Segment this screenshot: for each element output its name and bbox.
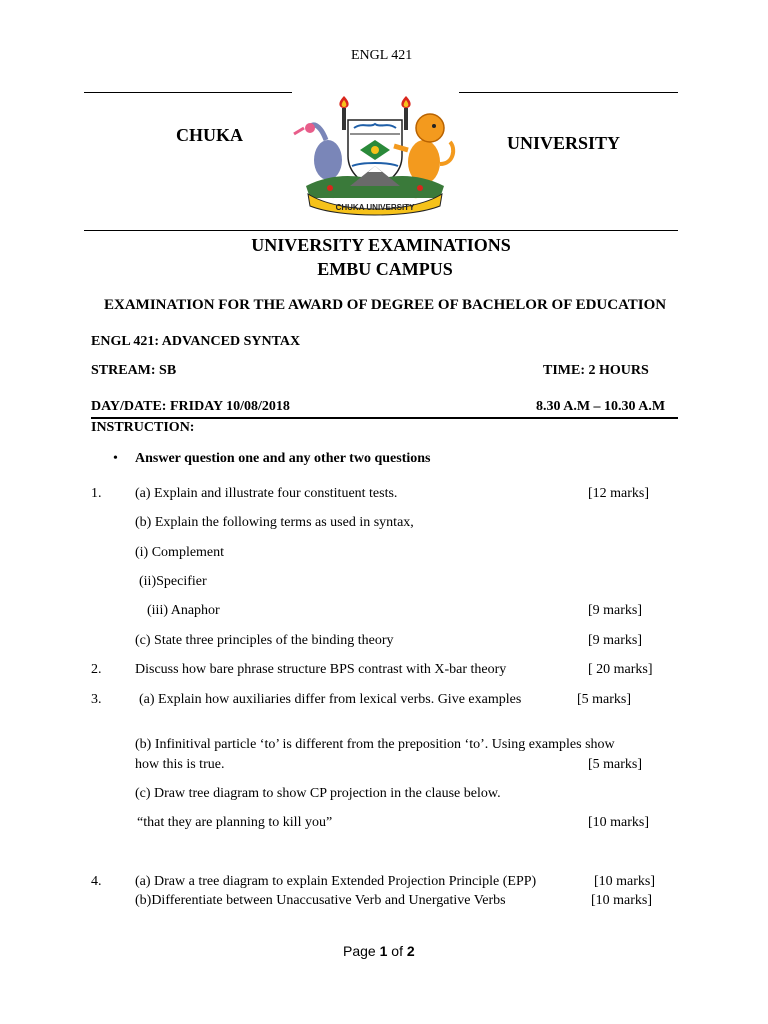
question-1c: (c) State three principles of the binding theory <box>135 633 394 648</box>
crest-banner-text: CHUKA UNIVERSITY <box>335 203 415 212</box>
question-1b-marks: [9 marks] <box>588 603 643 618</box>
question-4b: (b)Differentiate between Unaccusative Verb and Unergative Verbs <box>135 893 506 908</box>
title-line-2: EMBU CAMPUS <box>317 259 453 279</box>
question-1c-marks: [9 marks] <box>588 633 643 648</box>
instruction-heading: INSTRUCTION: <box>91 420 195 435</box>
question-4-number: 4. <box>91 874 102 889</box>
date-label: DAY/DATE: FRIDAY 10/08/2018 <box>91 399 290 414</box>
header-rule-left <box>84 92 292 93</box>
header-rule-right <box>459 92 678 93</box>
page-word: Page <box>343 943 376 959</box>
header-left-word: CHUKA <box>176 125 243 145</box>
course-code-header: ENGL 421 <box>351 48 413 63</box>
question-3b-marks: [5 marks] <box>588 757 643 772</box>
of-word: of <box>391 943 403 959</box>
question-3c-quote: “that they are planning to kill you” <box>137 815 333 830</box>
header-rule-bottom <box>84 230 678 231</box>
question-2-marks: [ 20 marks] <box>588 662 653 677</box>
question-2-number: 2. <box>91 662 102 677</box>
hours-label: 8.30 A.M – 10.30 A.M <box>536 399 666 414</box>
question-2: Discuss how bare phrase structure BPS contrast with X-bar theory <box>135 662 507 677</box>
question-1b-i: (i) Complement <box>135 545 225 560</box>
award-title: EXAMINATION FOR THE AWARD OF DEGREE OF BACHELOR OF EDUCATION <box>104 297 667 313</box>
time-label: TIME: 2 HOURS <box>543 363 649 378</box>
header-right-word: UNIVERSITY <box>507 133 621 153</box>
university-crest-logo <box>290 94 460 216</box>
question-3a-marks: [5 marks] <box>577 692 632 707</box>
question-1-number: 1. <box>91 486 102 501</box>
stream-label: STREAM: SB <box>91 363 177 378</box>
page-number: 1 <box>379 943 388 959</box>
question-4a-marks: [10 marks] <box>594 874 656 889</box>
question-4a: (a) Draw a tree diagram to explain Extended Projection Principle (EPP) <box>135 874 537 889</box>
question-4b-marks: [10 marks] <box>591 893 653 908</box>
question-3b-line-2: how this is true. <box>135 757 225 772</box>
question-1b-iii: (iii) Anaphor <box>147 603 220 618</box>
question-3b-line-1: (b) Infinitival particle ‘to’ is different from the preposition ‘to’. Using examples show <box>135 737 615 752</box>
question-3-number: 3. <box>91 692 102 707</box>
page-footer <box>343 942 415 960</box>
question-3a: (a) Explain how auxiliaries differ from lexical verbs. Give examples <box>139 692 522 707</box>
question-1b: (b) Explain the following terms as used in syntax, <box>135 515 414 530</box>
question-1a: (a) Explain and illustrate four constituent tests. <box>135 486 398 501</box>
instruction-text: Answer question one and any other two questions <box>135 451 431 466</box>
question-3c: (c) Draw tree diagram to show CP projection in the clause below. <box>135 786 501 801</box>
question-1a-marks: [12 marks] <box>588 486 650 501</box>
title-line-1: UNIVERSITY EXAMINATIONS <box>251 235 511 255</box>
course-title: ENGL 421: ADVANCED SYNTAX <box>91 334 301 349</box>
instruction-bullet: • <box>113 451 118 466</box>
question-1b-ii: (ii)Specifier <box>139 574 207 589</box>
page-total: 2 <box>406 943 415 959</box>
question-3c-marks: [10 marks] <box>588 815 650 830</box>
